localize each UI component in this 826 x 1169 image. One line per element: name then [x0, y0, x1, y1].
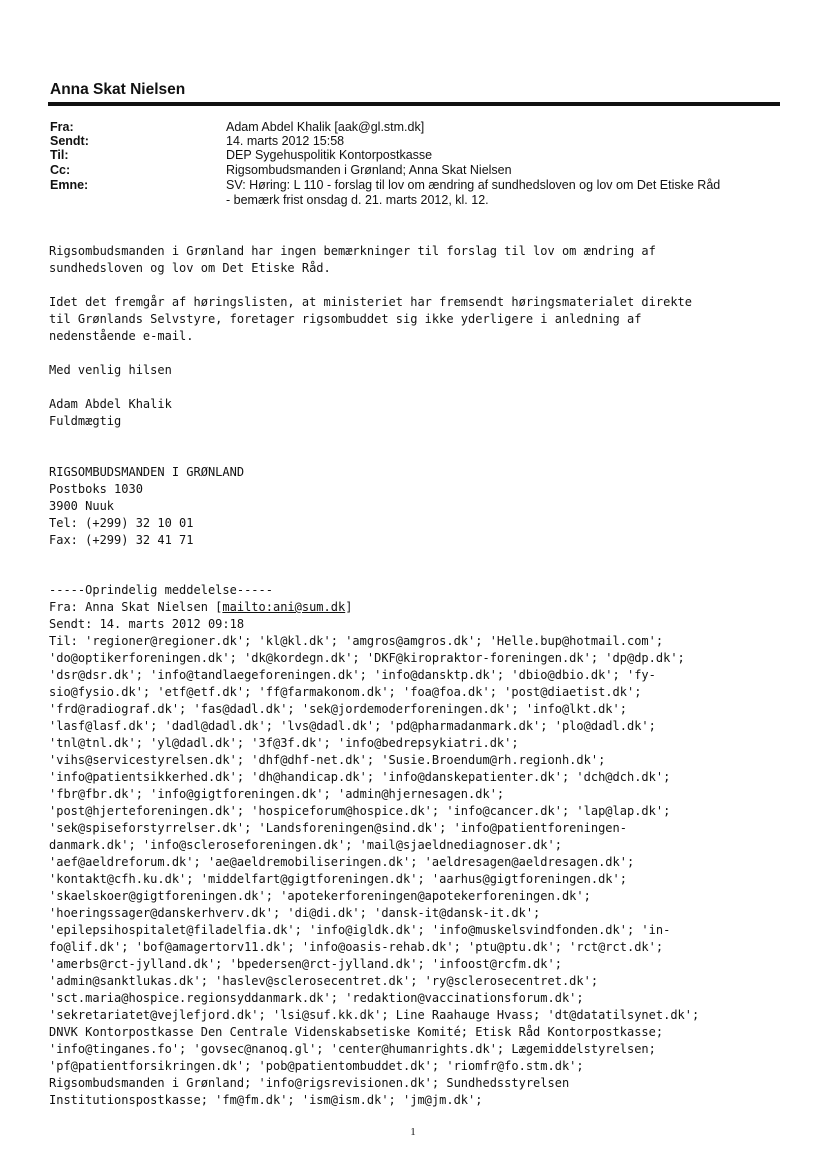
- header-rule: [48, 102, 780, 106]
- original-from: [49, 599, 352, 616]
- original-from-suffix: ]: [345, 600, 353, 614]
- to-value: DEP Sygehuspolitik Kontorpostkasse: [226, 148, 433, 162]
- subject-label: Emne:: [50, 178, 89, 192]
- body-paragraph-1: Rigsombudsmanden i Grønland har ingen bemærkninger til forslag til lov om ændring af sundhedsloven og lov om Det Etiske Råd.: [49, 244, 656, 275]
- original-separator: -----Oprindelig meddelelse-----: [49, 583, 273, 597]
- cc-label: Cc:: [50, 163, 71, 177]
- subject-line-2: - bemærk frist onsdag d. 21. marts 2012, kl. 12.: [226, 193, 489, 207]
- original-from-prefix: Fra: Anna Skat Nielsen [: [49, 600, 223, 614]
- sent-value: 14. marts 2012 15:58: [226, 134, 345, 148]
- page-number: 1: [410, 1126, 416, 1138]
- from-label: Fra:: [50, 120, 74, 134]
- sender-name: Anna Skat Nielsen: [50, 81, 186, 98]
- address-block: RIGSOMBUDSMANDEN I GRØNLAND Postboks 1030 3900 Nuuk Tel: (+299) 32 10 01 Fax: (+299) 32 41 71: [49, 465, 245, 547]
- from-value: Adam Abdel Khalik [aak@gl.stm.dk]: [226, 120, 425, 134]
- original-sent: Sendt: 14. marts 2012 09:18: [49, 617, 245, 631]
- recipient-list: Til: 'regioner@regioner.dk'; 'kl@kl.dk'; 'amgros@amgros.dk'; 'Helle.bup@hotmail.com'; 'do@optikerforeningen.dk'; 'dk@kordegn.dk'; 'DKF@kiropraktor-foreningen.dk'; 'dp@dp.dk'; 'dsr@dsr.dk'; 'info@tandlaegeforeningen.dk'; 'info@dansktp.dk'; 'dbio@dbio.dk'; 'fy- sio@fysio.dk'; 'etf@etf.dk'; 'ff@farmakonom.dk'; 'foa@foa.dk'; 'post@diaetist.dk'; 'frd@radiograf.dk'; 'fas@dadl.dk'; 'sek@jordemoderforeningen.dk'; 'info@lkt.dk'; 'lasf@lasf.dk'; 'dadl@dadl.dk'; 'lvs@dadl.dk'; 'pd@pharmadanmark.dk'; 'plo@dadl.dk'; 'tnl@tnl.dk'; 'yl@dadl.dk'; '3f@3f.dk'; 'info@bedrepsykiatri.dk'; 'vihs@servicestyrelsen.dk'; 'dhf@dhf-net.dk'; 'Susie.Broendum@rh.regionh.dk'; 'info@patientsikkerhed.dk'; 'dh@handicap.dk'; 'info@danskepatienter.dk'; 'dch@dch.dk'; 'fbr@fbr.dk'; 'info@gigtforeningen.dk'; 'admin@hjernesagen.dk'; 'post@hjerteforeningen.dk'; 'hospiceforum@hospice.dk'; 'info@cancer.dk'; 'lap@lap.dk'; 'sek@spiseforstyrrelser.dk'; 'Landsforeningen@sind.dk'; 'info@patientforeningen- danmark.dk'; 'info@scleroseforeningen.dk'; 'mail@sjaeldnediagnoser.dk'; 'aef@aeldreforum.dk'; 'ae@aeldremobiliseringen.dk'; 'aeldresagen@aeldresagen.dk'; 'kontakt@cfh.ku.dk'; 'middelfart@gigtforeningen.dk'; 'aarhus@gigtforeningen.dk'; 'skaelskoer@gigtforeningen.dk'; 'apotekerforeningen@apotekerforeningen.dk'; 'hoeringssager@danskerhverv.dk'; 'di@di.dk'; 'dansk-it@dansk-it.dk'; 'epilepsihospitalet@filadelfia.dk'; 'info@igldk.dk'; 'info@muskelsvindfonden.dk'; 'in- fo@lif.dk'; 'bof@amagertorv11.dk'; 'info@oasis-rehab.dk'; 'ptu@ptu.dk'; 'rct@rct.dk'; 'amerbs@rct-jylland.dk'; 'bpedersen@rct-jylland.dk'; 'infoost@rcfm.dk'; 'admin@sanktlukas.dk'; 'haslev@sclerosecentret.dk'; 'ry@sclerosecentret.dk'; 'sct.maria@hospice.regionsyddanmark.dk'; 'redaktion@vaccinationsforum.dk'; 'sekretariatet@vejlefjord.dk'; 'lsi@suf.kk.dk'; Line Raahauge Hvass; 'dt@datatilsynet.dk'; DNVK Kontorpostkasse Den Centrale Videnskabsetiske Komité; Etisk Råd Kontorpostkasse; 'info@tinganes.fo'; 'govsec@nanoq.gl'; 'center@humanrights.dk'; Lægemiddelstyrelsen; 'pf@patientforsikringen.dk'; 'pob@patientombuddet.dk'; 'riomfr@fo.stm.dk'; Rigsombudsmanden i Grønland; 'info@rigsrevisionen.dk'; Sundhedsstyrelsen Institutionspostkasse; 'fm@fm.dk'; 'ism@ism.dk'; 'jm@jm.dk';: [49, 634, 700, 1107]
- sent-label: Sendt:: [50, 134, 89, 148]
- body-paragraph-2: Idet det fremgår af høringslisten, at ministeriet har fremsendt høringsmaterialet direkte til Grønlands Selvstyre, foretager rigsombuddet sig ikke yderligere i anledning af nedenstående e-mail.: [49, 295, 692, 343]
- subject-line-1: SV: Høring: L 110 - forslag til lov om ændring af sundhedsloven og lov om Det Etiske Råd: [226, 178, 721, 192]
- to-label: Til:: [50, 148, 69, 162]
- mailto-link[interactable]: mailto:ani@sum.dk: [222, 600, 346, 614]
- signature: Adam Abdel Khalik Fuldmægtig: [49, 397, 172, 428]
- cc-value: Rigsombudsmanden i Grønland; Anna Skat Nielsen: [226, 163, 512, 177]
- greeting: Med venlig hilsen: [49, 363, 172, 377]
